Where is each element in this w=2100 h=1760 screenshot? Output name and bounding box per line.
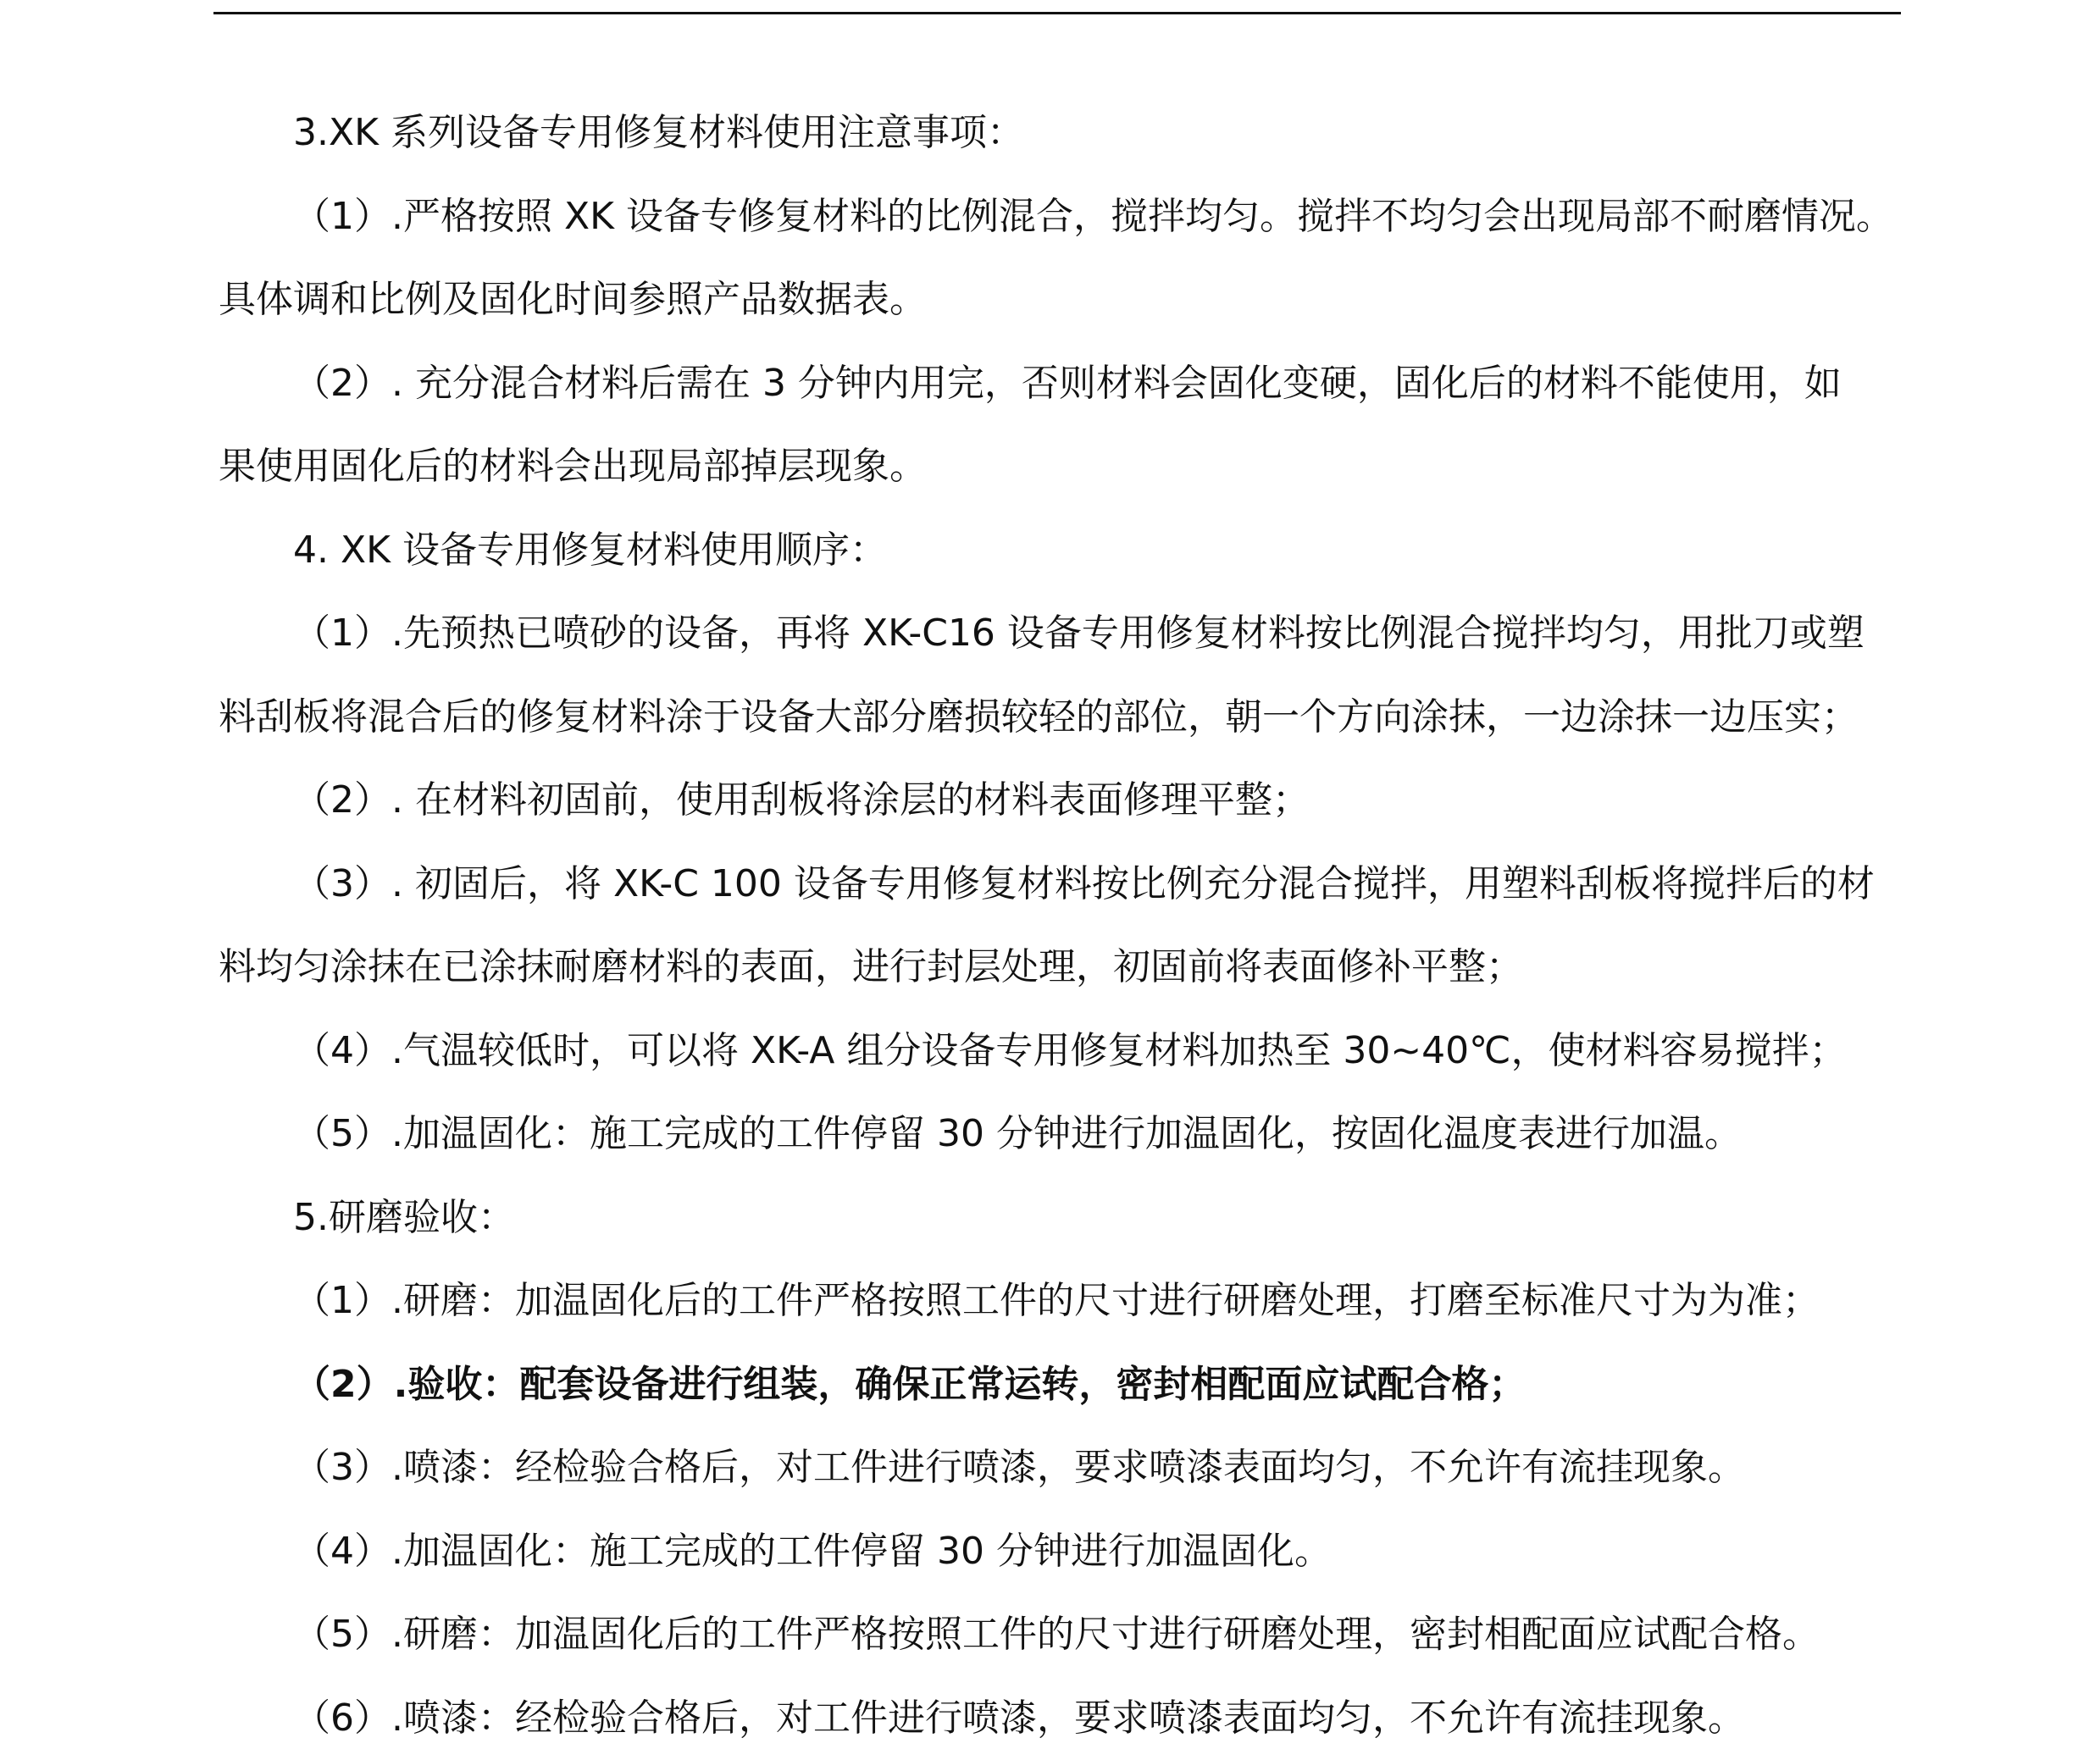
paragraph-line: （4）.加温固化：施工完成的工件停留 30 分钟进行加温固化。 (219, 1510, 1906, 1594)
document-body (219, 91, 1906, 1760)
paragraph-line: （1）.严格按照 XK 设备专修复材料的比例混合，搅拌均匀。搅拌不均匀会出现局部不耐磨情况。 (219, 175, 1906, 259)
header-rule (213, 12, 1901, 14)
paragraph-line: （3）.喷漆：经检验合格后，对工件进行喷漆，要求喷漆表面均匀，不允许有流挂现象。 (219, 1426, 1906, 1510)
section-5-heading: 5.研磨验收： (219, 1176, 1906, 1260)
section-3-heading: 3.XK 系列设备专用修复材料使用注意事项： (219, 91, 1906, 175)
paragraph-line: （1）.研磨：加温固化后的工件严格按照工件的尺寸进行研磨处理，打磨至标准尺寸为为准； (219, 1259, 1906, 1343)
paragraph-line: （5）.加温固化：施工完成的工件停留 30 分钟进行加温固化，按固化温度表进行加温。 (219, 1093, 1906, 1176)
paragraph-line: （2）.验收：配套设备进行组装，确保正常运转，密封相配面应试配合格； (219, 1343, 1906, 1427)
paragraph-line: （1）.先预热已喷砂的设备，再将 XK-C16 设备专用修复材料按比例混合搅拌均匀，用批刀或塑 (219, 592, 1906, 676)
paragraph-line: （5）.研磨：加温固化后的工件严格按照工件的尺寸进行研磨处理，密封相配面应试配合格。 (219, 1593, 1906, 1677)
paragraph-line: （4）.气温较低时，可以将 XK-A 组分设备专用修复材料加热至 30~40℃，使材料容易搅拌； (219, 1010, 1906, 1093)
paragraph-line: 具体调和比例及固化时间参照产品数据表。 (219, 258, 1906, 342)
paragraph-line: （3）. 初固后，将 XK-C 100 设备专用修复材料按比例充分混合搅拌，用塑料刮板将搅拌后的材 (219, 843, 1906, 927)
section-4-heading: 4. XK 设备专用修复材料使用顺序： (219, 509, 1906, 593)
paragraph-line: （2）. 充分混合材料后需在 3 分钟内用完，否则材料会固化变硬，固化后的材料不能使用，如 (219, 342, 1906, 426)
paragraph-line: 果使用固化后的材料会出现局部掉层现象。 (219, 425, 1906, 509)
paragraph-line: （2）. 在材料初固前，使用刮板将涂层的材料表面修理平整； (219, 759, 1906, 843)
paragraph-line: 料均匀涂抹在已涂抹耐磨材料的表面，进行封层处理，初固前将表面修补平整； (219, 926, 1906, 1010)
paragraph-line: （6）.喷漆：经检验合格后，对工件进行喷漆，要求喷漆表面均匀，不允许有流挂现象。 (219, 1677, 1906, 1760)
paragraph-line: 料刮板将混合后的修复材料涂于设备大部分磨损较轻的部位，朝一个方向涂抹，一边涂抹一边压实； (219, 676, 1906, 760)
